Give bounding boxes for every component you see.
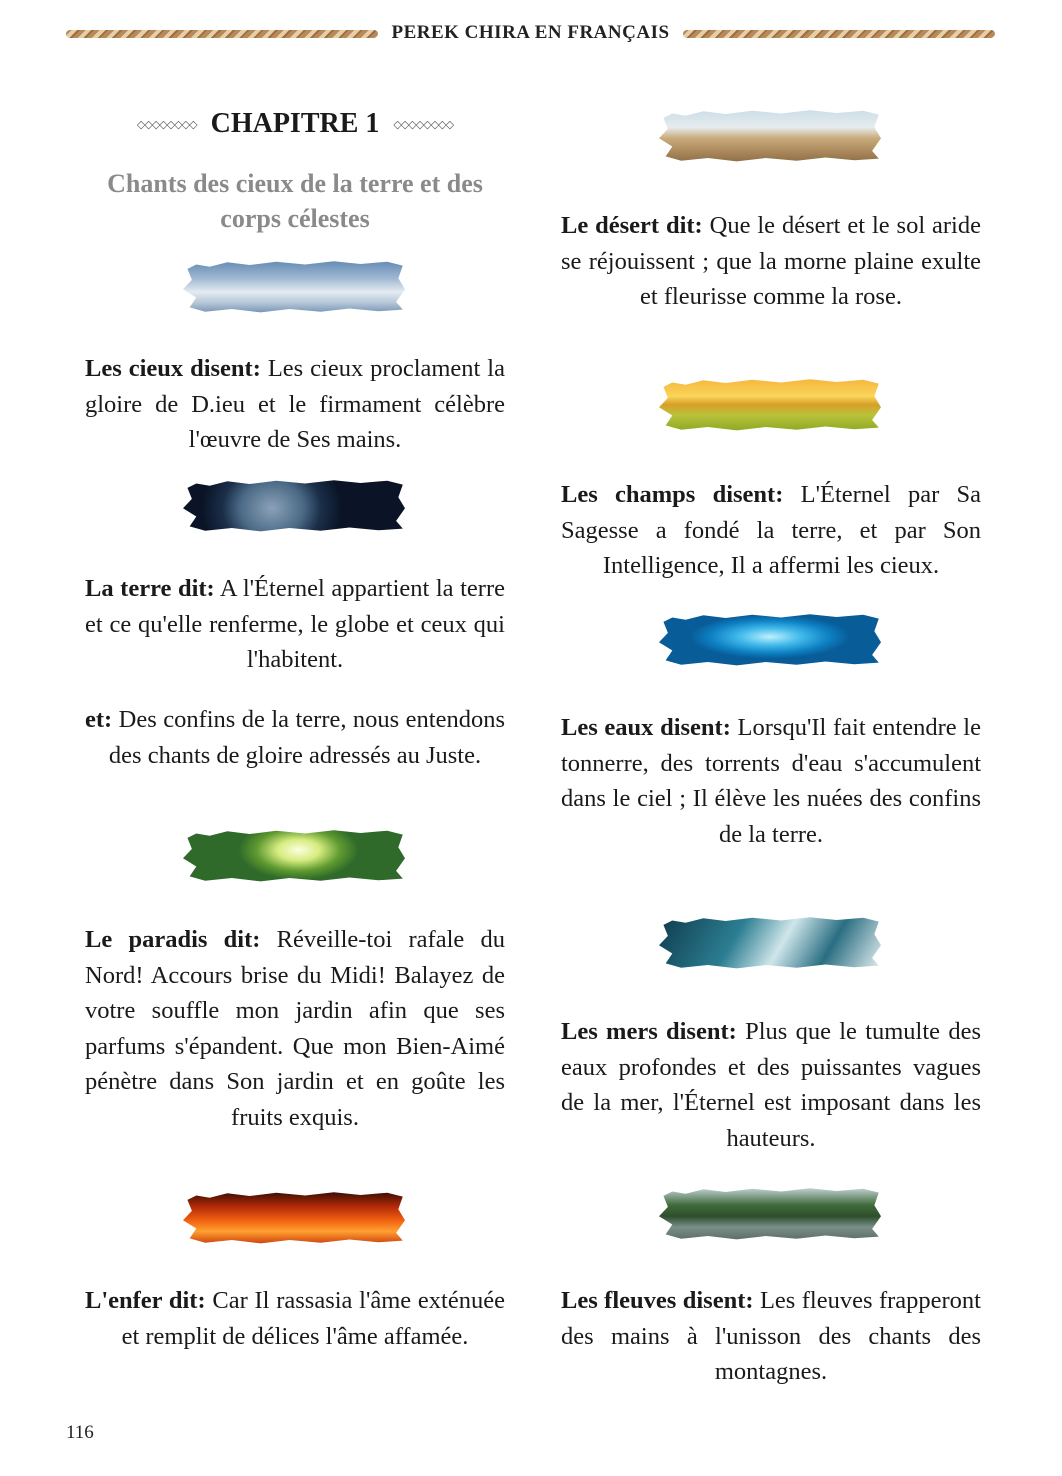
verse-text: A l'Éternel appartient la terre et ce qu'elle renferme, le globe et ceux qui l'habitent.: [85, 575, 505, 673]
sky-clouds-image: [183, 259, 405, 314]
verse-label: La terre dit:: [85, 575, 215, 602]
verse-text: Lorsqu'Il fait entendre le tonnerre, des torrents d'eau s'accumulent dans le ciel ; Il élève les nuées des confins de la terre.: [561, 714, 981, 848]
verse-label: Les champs disent:: [561, 481, 784, 508]
verse-label: Les eaux disent:: [561, 714, 731, 741]
page-number: 116: [66, 1422, 94, 1443]
verse-champs: [561, 477, 981, 584]
verse-text: Les fleuves frapperont des mains à l'unisson des chants des montagnes.: [561, 1287, 981, 1385]
water-ripple-image: [659, 612, 881, 667]
verse-mers: [561, 1014, 981, 1156]
verse-text: Des confins de la terre, nous entendons des chants de gloire adressés au Juste.: [108, 706, 505, 769]
verse-eaux: [561, 710, 981, 852]
river-forest-image: [659, 1186, 881, 1241]
running-header: PEREK CHIRA EN FRANÇAIS: [391, 22, 670, 43]
verse-label: Le désert dit:: [561, 212, 703, 239]
verse-label: Le paradis dit:: [85, 926, 261, 953]
paradise-forest-image: [183, 828, 405, 883]
verse-enfer: [85, 1283, 505, 1354]
verse-text: Plus que le tumulte des eaux profondes et des puissantes vagues de la mer, l'Éternel est imposant dans les hauteurs.: [561, 1018, 981, 1152]
verse-cieux: [85, 351, 505, 458]
ornament-left: ◇◇◇◇◇◇◇◇: [136, 118, 197, 131]
verse-text: Les cieux proclament la gloire de D.ieu et le firmament célèbre l'œuvre de Ses mains.: [85, 355, 505, 453]
desert-image: [659, 108, 881, 163]
verse-terre: [85, 571, 505, 678]
verse-label: L'enfer dit:: [85, 1287, 206, 1314]
verse-text: Que le désert et le sol aride se réjouissent ; que la morne plaine exulte et fleurisse comme la rose.: [561, 212, 981, 310]
fields-sunrise-image: [659, 377, 881, 432]
verse-label: Les fleuves disent:: [561, 1287, 754, 1314]
earth-globe-image: [183, 478, 405, 533]
verse-text: Réveille-toi rafale du Nord! Accours brise du Midi! Balayez de votre souffle mon jardin afin que ses parfums s'épandent. Que mon Bien-Aimé pénètre dans Son jardin et en goûte les fruits exquis.: [85, 926, 506, 1131]
verse-label: Les cieux disent:: [85, 355, 261, 382]
verse-text: Car Il rassasia l'âme exténuée et remplit de délices l'âme affamée.: [121, 1287, 505, 1350]
verse-text: L'Éternel par Sa Sagesse a fondé la terre, et par Son Intelligence, Il a affermi les cieux.: [561, 481, 981, 579]
verse-desert: [561, 208, 981, 315]
verse-label: Les mers disent:: [561, 1018, 737, 1045]
hell-fire-image: [183, 1190, 405, 1245]
verse-fleuves: [561, 1283, 981, 1390]
verse-et: [85, 702, 505, 773]
ornament-right: ◇◇◇◇◇◇◇◇: [393, 118, 454, 131]
header-rope-right: [683, 30, 995, 38]
chapter-heading: [85, 104, 505, 144]
sea-wave-image: [659, 915, 881, 970]
chapter-subtitle: Chants des cieux de la terre et des corps célestes: [107, 169, 483, 233]
chapter-title: CHAPITRE 1: [210, 108, 380, 139]
verse-label: et:: [85, 706, 113, 733]
verse-paradis: [85, 922, 505, 1135]
header-rope-left: [66, 30, 378, 38]
